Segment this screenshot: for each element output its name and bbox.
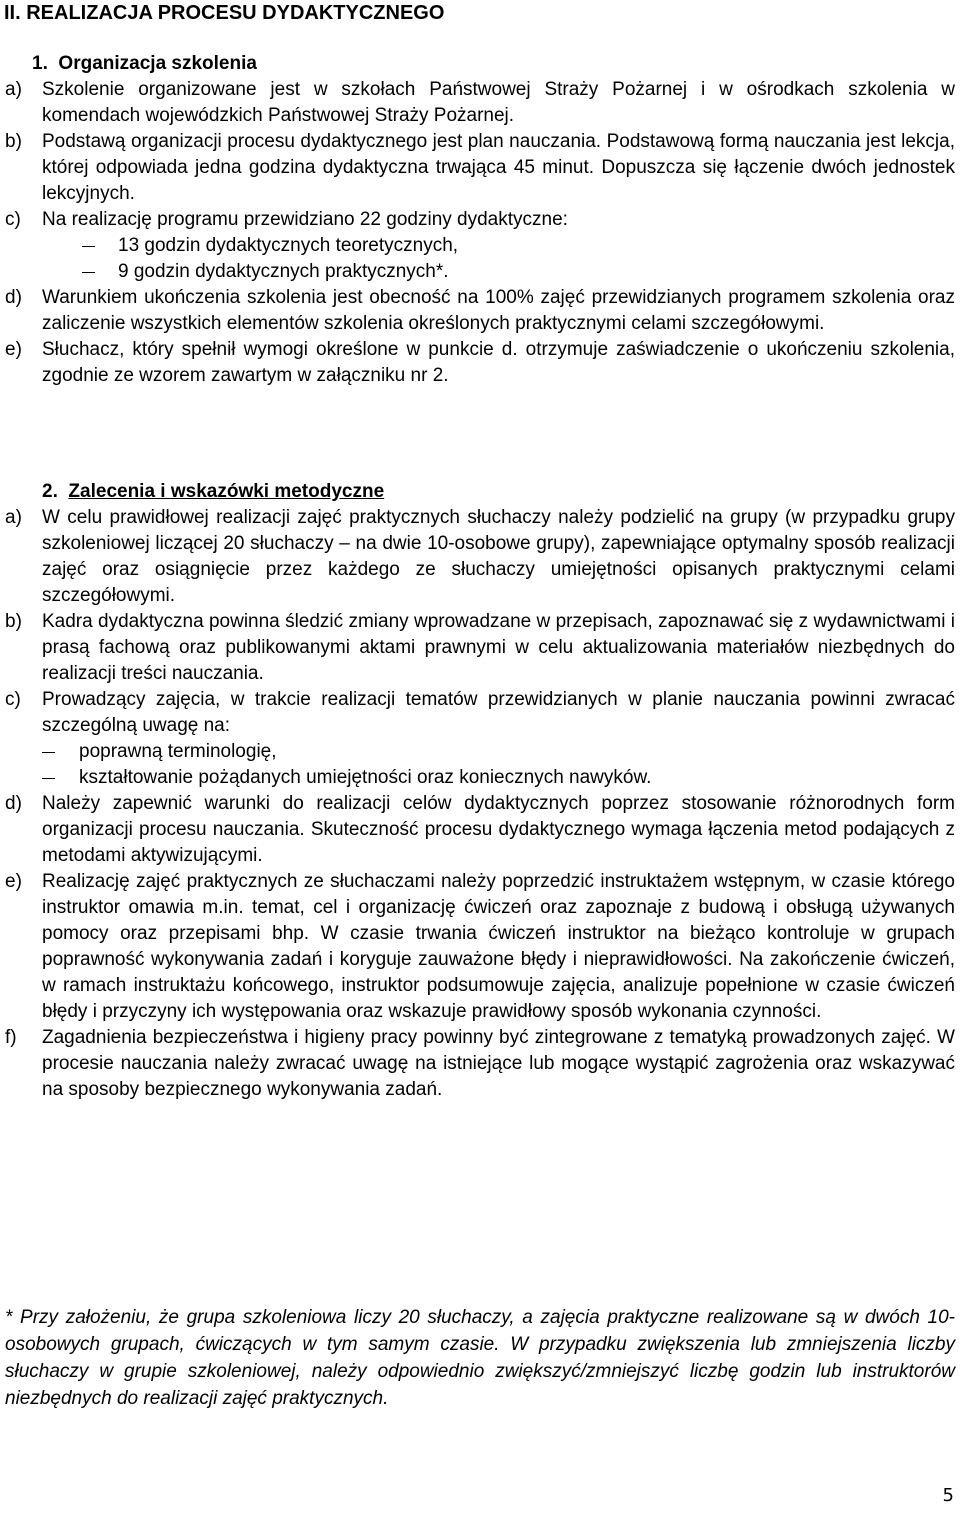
item-text: Na realizację programu przewidziano 22 godziny dydaktyczne: [42,209,568,230]
item-label: e) [5,871,22,892]
attention-list [42,739,955,791]
section-2-heading [42,479,384,505]
item-label: d) [5,793,22,814]
section-2-title: Zalecenia i wskazówki metodyczne [68,481,385,502]
item-label: c) [5,209,21,230]
list-item-text: 9 godzin dydaktycznych praktycznych*. [118,261,449,282]
section-2-item-c [5,687,955,791]
list-item [38,259,955,285]
section-2-body [5,505,955,1103]
item-text: Podstawą organizacji procesu dydaktycznego jest plan nauczania. Podstawową formą nauczania jest lekcja, której odpowiada jedna godzina dydaktyczna trwająca 45 minut. Dopuszcza się łączenie dwóch jednostek lekcyjnych. [42,131,955,204]
section-2-number: 2. [42,481,58,502]
section-1-item-d [5,285,955,337]
section-2-item-f [5,1025,955,1103]
dash-bullet [82,272,95,273]
list-item [38,233,955,259]
chapter-heading: II. REALIZACJA PROCESU DYDAKTYCZNEGO [4,2,445,24]
item-text: Szkolenie organizowane jest w szkołach Państwowej Straży Pożarnej i w ośrodkach szkolenia w komendach wojewódzkich Państwowej Straży Pożarnej. [42,79,955,126]
list-item [42,765,955,791]
list-item-text: kształtowanie pożądanych umiejętności oraz koniecznych nawyków. [79,767,652,788]
dash-bullet [42,778,55,779]
list-item-text: poprawną terminologię, [79,741,277,762]
section-1-item-e [5,337,955,389]
section-1-item-c [5,207,955,285]
page-number: 5 [942,1485,954,1506]
item-text: Warunkiem ukończenia szkolenia jest obecność na 100% zajęć przewidzianych programem szkolenia oraz zaliczenie wszystkich elementów szkolenia określonych praktycznymi celami szczegółowymi. [42,287,955,334]
item-label: d) [5,287,22,308]
dash-bullet [82,246,95,247]
section-1-number: 1. [32,53,48,74]
item-text: Należy zapewnić warunki do realizacji celów dydaktycznych poprzez stosowanie różnorodnych form organizacji procesu nauczania. Skuteczność procesu dydaktycznego wymaga łączenia metod podających z metodami aktywizującymi. [42,793,955,866]
section-1-item-b [5,129,955,207]
item-label: b) [5,611,22,632]
item-label: a) [5,507,22,528]
list-item [42,739,955,765]
hours-list [42,233,955,285]
section-1-item-a [5,77,955,129]
section-2-item-d [5,791,955,869]
item-label: a) [5,79,22,100]
item-text: W celu prawidłowej realizacji zajęć praktycznych słuchaczy należy podzielić na grupy (w przypadku grupy szkoleniowej liczącej 20 słuchaczy – na dwie 10-osobowe grupy), zapewniające optymalny sposób realizacji zajęć oraz osiągnięcie przez każdego ze słuchaczy umiejętności opisanych praktycznymi celami szczegółowymi. [42,507,955,606]
section-1-heading [32,51,257,77]
list-item-text: 13 godzin dydaktycznych teoretycznych, [118,235,459,256]
item-label: e) [5,339,22,360]
item-text: Zagadnienia bezpieczeństwa i higieny pracy powinny być zintegrowane z tematyką prowadzonych zajęć. W procesie nauczania należy zwracać uwagę na istniejące lub mogące wystąpić zagrożenia oraz wskazywać na sposoby bezpiecznego wykonywania zadań. [42,1027,955,1100]
section-1-body [5,77,955,389]
section-2-item-a [5,505,955,609]
section-2-item-b [5,609,955,687]
item-label: c) [5,689,21,710]
section-2-item-e [5,869,955,1025]
item-text: Prowadzący zajęcia, w trakcie realizacji tematów przewidzianych w planie nauczania powinni zwracać szczególną uwagę na: [42,689,955,736]
dash-bullet [42,752,55,753]
item-label: f) [5,1027,17,1048]
item-text: Kadra dydaktyczna powinna śledzić zmiany wprowadzane w przepisach, zapoznawać się z wydawnictwami i prasą fachową oraz publikowanymi aktami prawnymi w celu aktualizowania materiałów niezbędnych do realizacji treści nauczania. [42,611,955,684]
section-1-title: Organizacja szkolenia [58,53,257,74]
item-text: Słuchacz, który spełnił wymogi określone w punkcie d. otrzymuje zaświadczenie o ukończeniu szkolenia, zgodnie ze wzorem zawartym w załączniku nr 2. [42,339,955,386]
item-label: b) [5,131,22,152]
item-text: Realizację zajęć praktycznych ze słuchaczami należy poprzedzić instruktażem wstępnym, w czasie którego instruktor omawia m.in. temat, cel i organizację ćwiczeń oraz zapoznaje z budową i obsługą używanych pomocy oraz przepisami bhp. W czasie trwania ćwiczeń instruktor na bieżąco kontroluje w grupach poprawność wykonywania zadań i koryguje zauważone błędy i nieprawidłowości. Na zakończenie ćwiczeń, w ramach instruktażu końcowego, instruktor podsumowuje zajęcia, analizuje popełnione w czasie ćwiczeń błędy i przyczyny ich występowania oraz wskazuje prawidłowy sposób wykonania czynności. [42,871,955,1022]
footnote: * Przy założeniu, że grupa szkoleniowa liczy 20 słuchaczy, a zajęcia praktyczne realizowane są w dwóch 10-osobowych grupach, ćwiczących w tym samym czasie. W przypadku zwiększenia lub zmniejszenia liczby słuchaczy w grupie szkoleniowej, należy odpowiednio zwiększyć/zmniejszyć liczbę godzin lub instruktorów niezbędnych do realizacji zajęć praktycznych. [5,1307,955,1409]
